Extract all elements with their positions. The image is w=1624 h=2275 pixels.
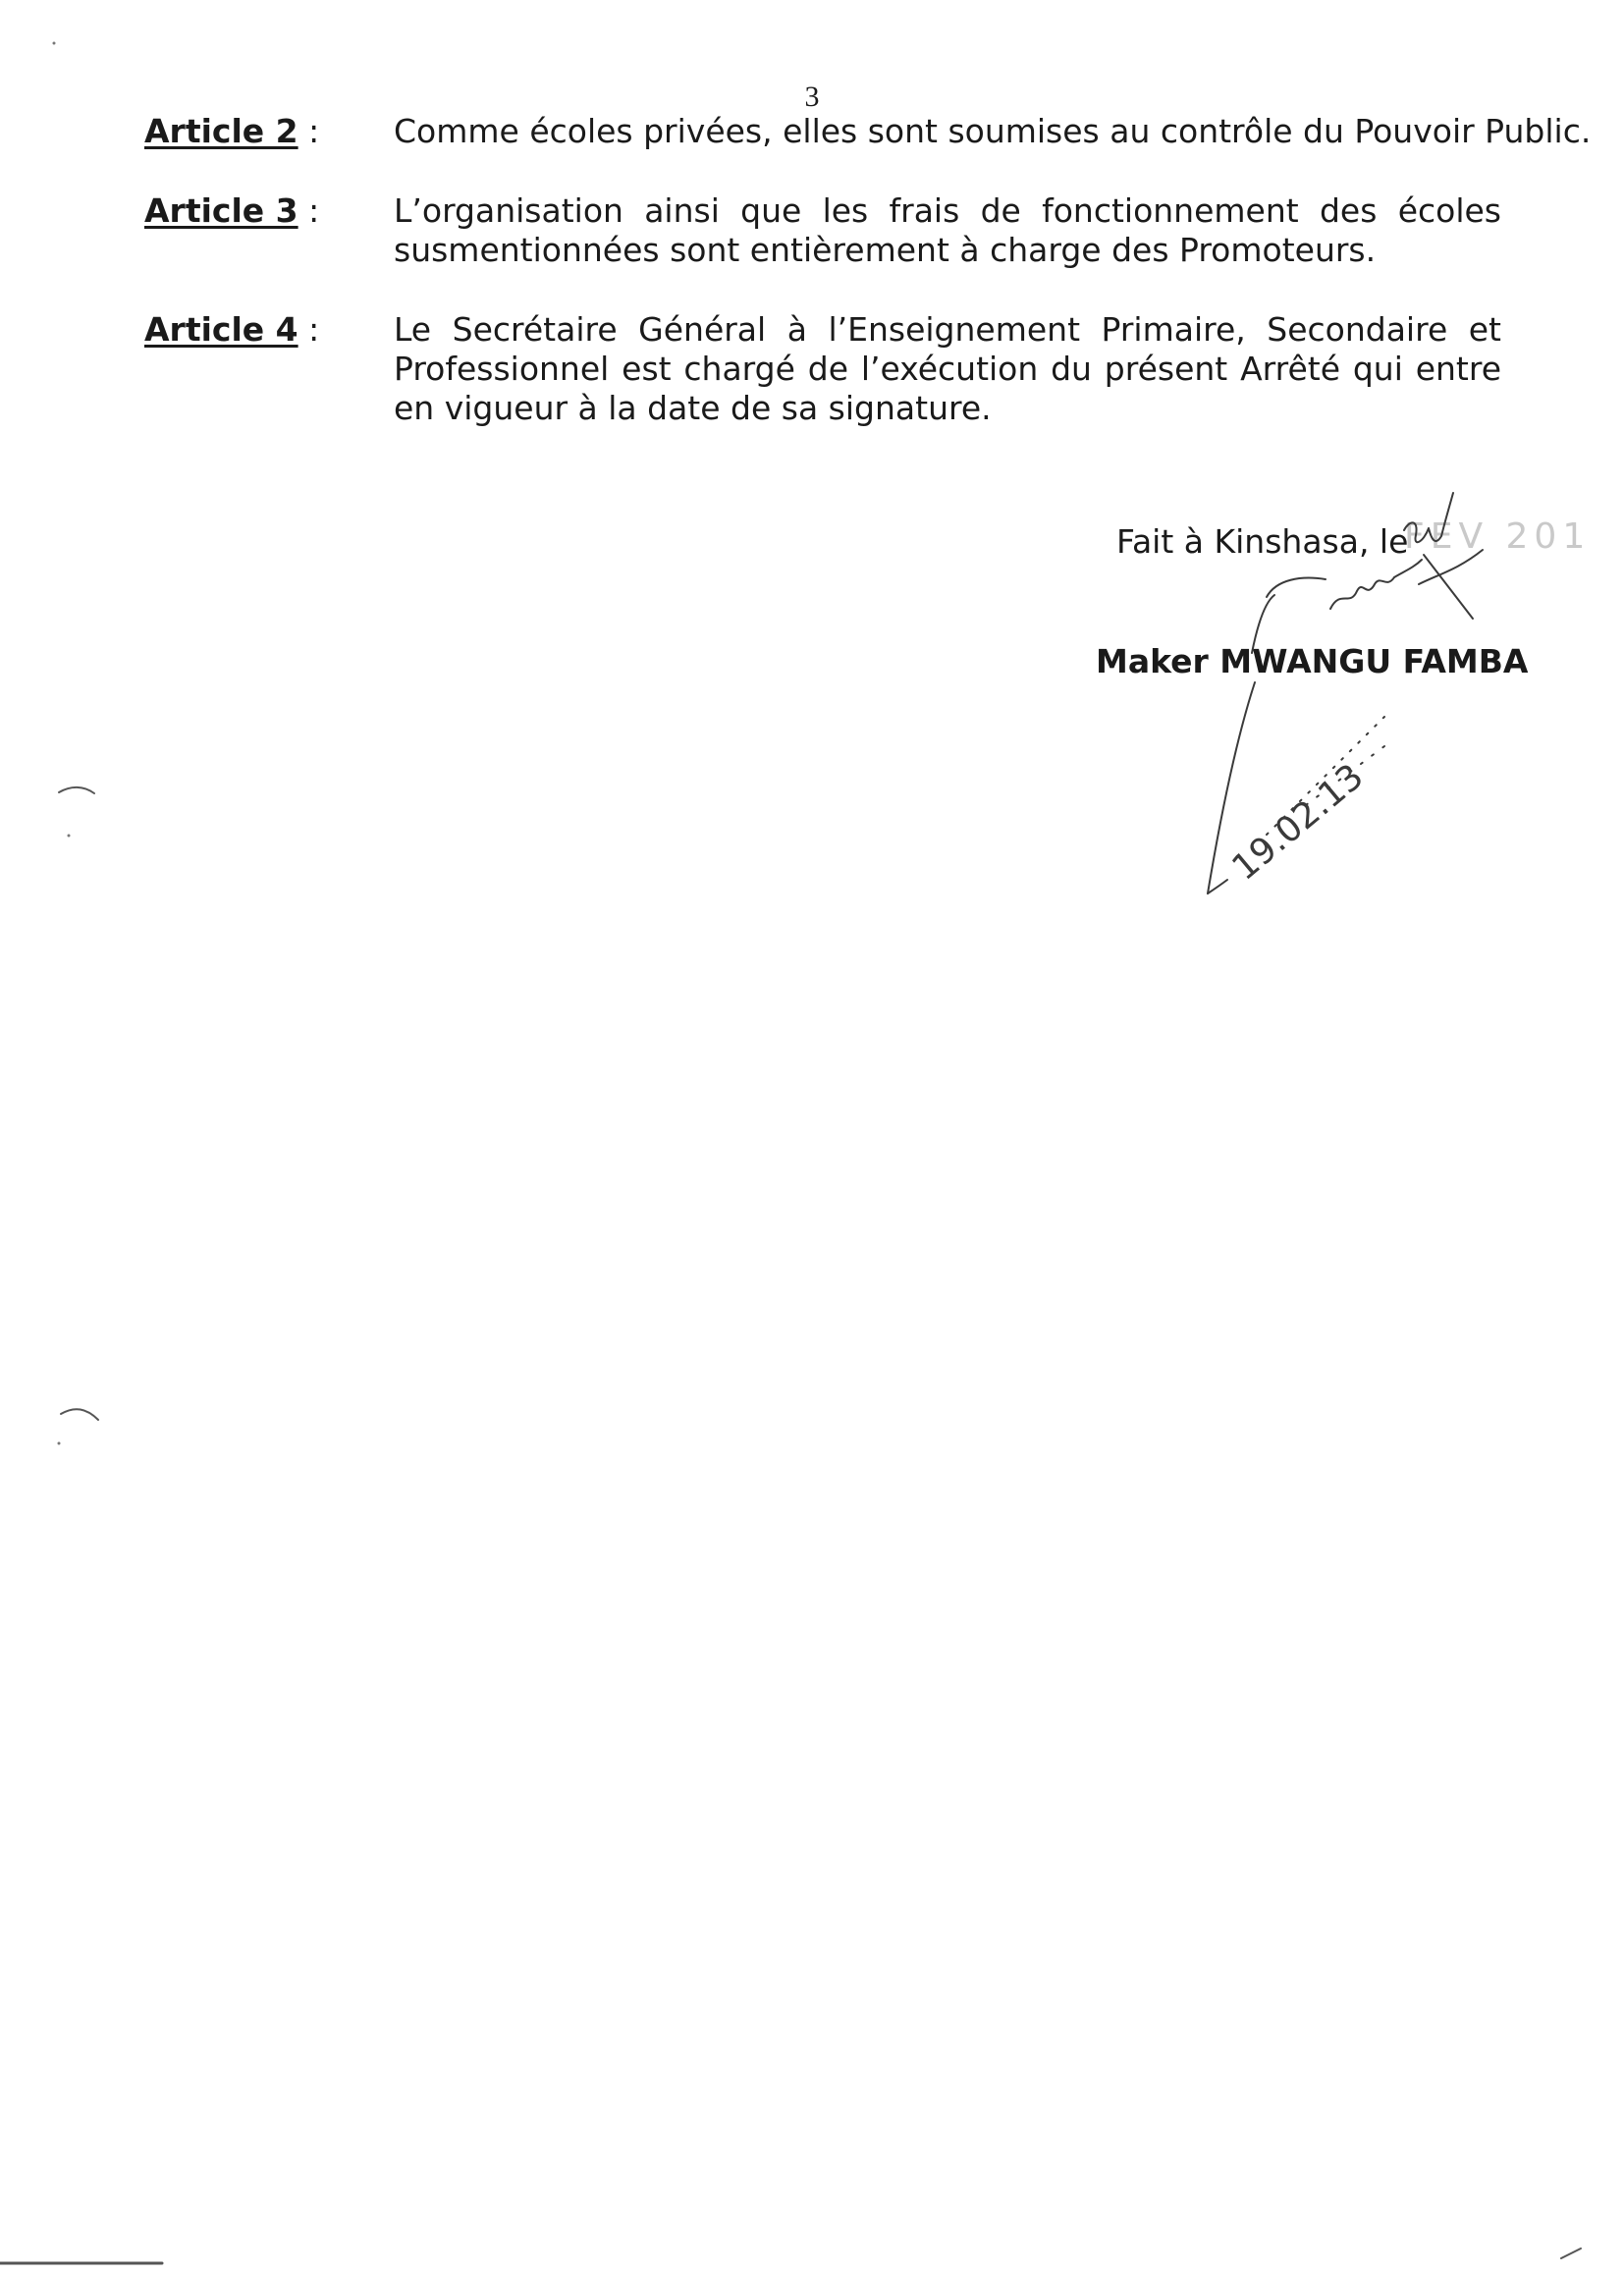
article-2-colon: :	[298, 112, 320, 150]
signatory-name: Maker MWANGU FAMBA	[1096, 642, 1529, 680]
article-2-keyword: Article 2	[144, 112, 298, 150]
page-number: 3	[804, 81, 820, 113]
article-3-text: L’organisation ainsi que les frais de fonctionnement des écoles susmentionnées sont entièrement à charge des Promoteurs.	[394, 191, 1501, 269]
article-3-keyword: Article 3	[144, 191, 298, 230]
article-2-text: Comme écoles privées, elles sont soumises au contrôle du Pouvoir Public.	[394, 112, 1592, 150]
article-4-colon: :	[298, 310, 320, 349]
handwritten-date: 19.02.13	[1224, 756, 1372, 889]
article-4-text: Le Secrétaire Général à l’Enseignement Primaire, Secondaire et Professionnel est chargé de l’exécution du présent Arrêté qui entre en vigueur à la date de sa signature.	[394, 310, 1501, 427]
stamp-date: FEV 201	[1404, 516, 1592, 557]
article-4-label	[144, 310, 319, 349]
article-3-colon: :	[298, 191, 320, 230]
place-and-date: Fait à Kinshasa, le	[1116, 522, 1409, 561]
handwritten-signature	[1129, 481, 1591, 903]
article-3-label	[144, 191, 319, 230]
article-4-keyword: Article 4	[144, 310, 298, 349]
article-2-label	[144, 112, 319, 150]
